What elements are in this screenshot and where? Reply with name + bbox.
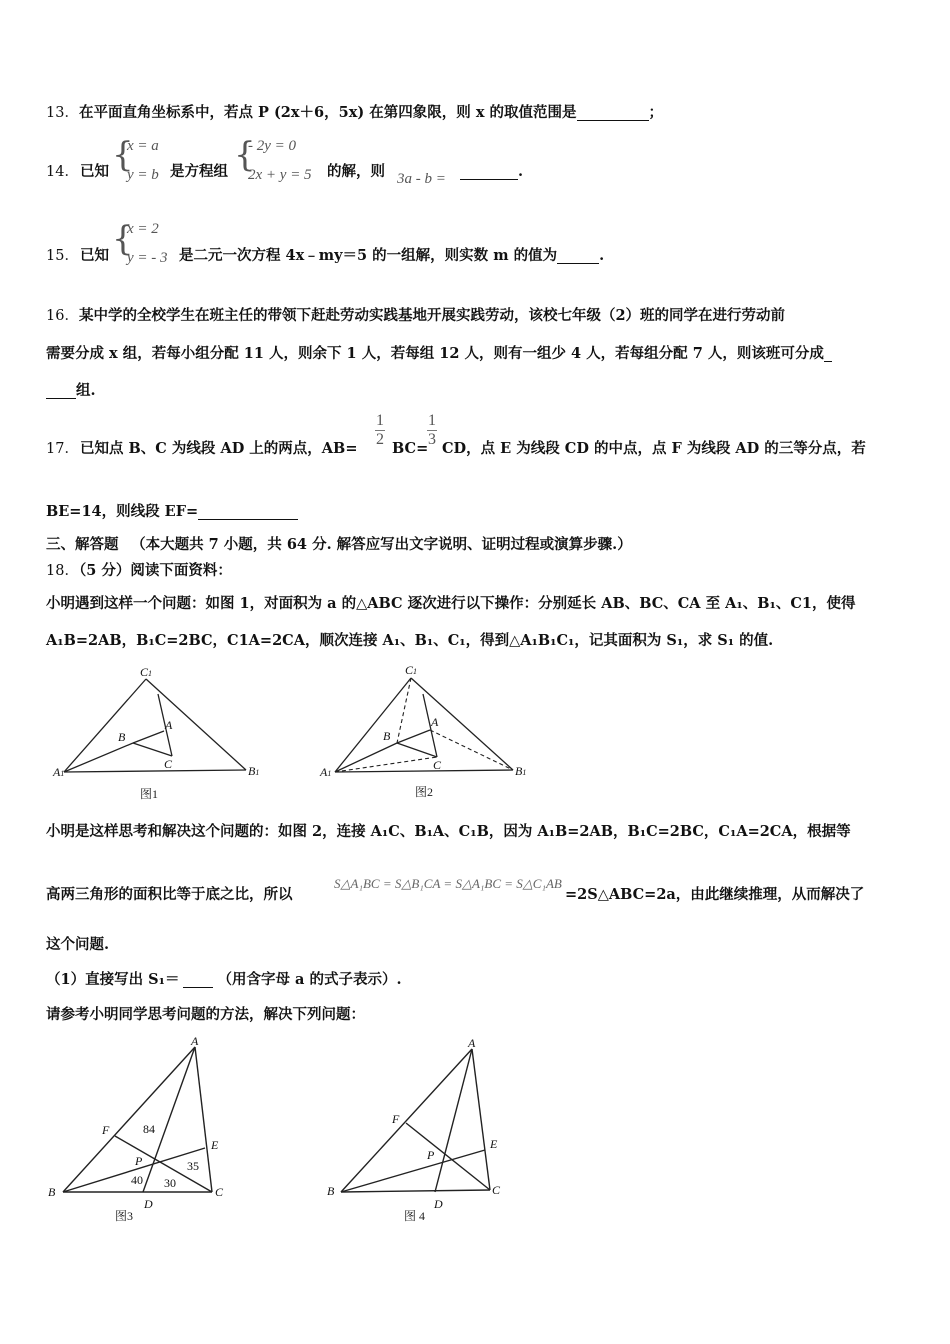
figure-3 [45, 1035, 245, 1230]
q17-frac1-den: 2 [376, 431, 384, 448]
section-3-heading [46, 535, 632, 555]
fig3-area-40: 40 [131, 1173, 143, 1187]
q18-header [46, 561, 232, 581]
q17-frac1-num: 1 [376, 412, 384, 429]
fig2-label-b: B [383, 729, 391, 743]
q14-suffix: 的解，则 [327, 163, 385, 180]
fig2-caption: 图2 [415, 785, 434, 799]
fig3-label-c: C [215, 1185, 224, 1199]
fig1-label-a: A [165, 718, 173, 732]
fig4-label-f: F [392, 1112, 400, 1126]
q16-line3 [46, 381, 96, 401]
q18-part1 [46, 970, 402, 990]
q18-part1-end: （用含字母 a 的式子表示）. [217, 971, 402, 988]
fig4-label-p: P [427, 1148, 435, 1162]
fig3-label-f: F [102, 1123, 110, 1137]
fig3-area-30: 30 [164, 1176, 176, 1190]
q18-area-expression: S△A₁BC = S△B₁CA = S△A₁BC = S△C₁AB [334, 876, 562, 891]
q14-sys1-line1: x = a [127, 138, 159, 154]
question-13 [46, 103, 663, 123]
q14-sys2-line2: 2x + y = 5 [248, 167, 312, 183]
fig1-label-c1: C1 [140, 665, 153, 679]
q18-para1-line1: 小明遇到这样一个问题：如图 1，对面积为 a 的△ABC 逐次进行以下操作：分别延长 AB、BC、CA 至 A₁、B₁、C1，使得 [46, 595, 856, 612]
q13-answer-blank[interactable] [577, 106, 649, 121]
fig1-edge-a1-b1 [64, 770, 246, 772]
q18-para1-line2: A₁B=2AB，B₁C=2BC，C1A=2CA，顺次连接 A₁、B₁、C₁，得到△A₁B₁C₁，记其面积为 S₁，求 S₁ 的值. [46, 632, 774, 649]
fig4-edge-a-b [341, 1049, 472, 1192]
fig2-dashed-a-b1 [430, 730, 513, 770]
q14-sys1-line2: y = b [127, 167, 159, 183]
fig2-dashed-c1-b [397, 678, 411, 743]
fig1-edge-b-a [133, 731, 164, 743]
q17-frac2-num: 1 [428, 412, 436, 429]
q16-line1 [46, 306, 785, 326]
fig2-label-a1: A1 [320, 765, 332, 779]
fig4-cevian-c-f [406, 1123, 490, 1190]
q17-line2-text: BE=14，则线段 EF= [46, 503, 199, 520]
q15-text-wrap [179, 246, 604, 266]
q14-number: 14． [46, 164, 79, 180]
q15-sys-line2: y = - 3 [127, 250, 168, 266]
figure-1 [48, 660, 278, 810]
q16-line2-text: 需要分成 x 组，若每小组分配 11 人，则余下 1 人，若每组 12 人，则有一组少 4 人，若每组分配 7 人，则该班可分成 [46, 345, 824, 362]
q18-para2-line2a: 高两三角形的面积比等于底之比，所以 [46, 886, 293, 903]
q16-end: 组. [76, 382, 96, 399]
fig4-edge-a-c [472, 1049, 490, 1190]
fig2-edge-b-a [397, 730, 430, 743]
q17-answer-blank[interactable] [198, 505, 298, 520]
fig2-edge-a1-b1 [335, 770, 513, 772]
q14-brace-1: { [112, 135, 134, 175]
q15-prefix: 已知 [80, 247, 109, 264]
fig3-label-p: P [135, 1154, 143, 1168]
fig1-label-b1: B1 [248, 764, 260, 778]
q17-text-c: CD，点 E 为线段 CD 的中点，点 F 为线段 AD 的三等分点，若 [442, 440, 866, 457]
fig4-edge-b-c [341, 1190, 490, 1192]
q14-end: . [518, 163, 524, 180]
q14-sys2-line1: - 2y = 0 [248, 138, 297, 154]
fig1-caption: 图1 [140, 787, 159, 801]
q16-line2 [46, 344, 832, 364]
fig3-label-a: A [191, 1035, 199, 1048]
fig2-label-b1: B1 [515, 764, 527, 778]
section-3-desc: （本大题共 7 小题，共 64 分. 解答应写出文字说明、证明过程或演算步骤.） [131, 536, 632, 553]
fig3-label-b: B [48, 1185, 56, 1199]
q15-brace: { [112, 219, 134, 259]
q15-text: 是二元一次方程 4x﹣my＝5 的一组解，则实数 m 的值为 [179, 247, 558, 264]
fig2-label-c1: C1 [405, 663, 418, 677]
q18-part1-text: （1）直接写出 S₁＝ [46, 971, 180, 988]
q18-number: 18． [46, 563, 79, 579]
q17-number: 17． [46, 441, 79, 457]
fig1-edge-a1-b [64, 743, 133, 772]
figure-2 [315, 660, 545, 810]
q15-end: . [599, 247, 605, 264]
q16-line1-text: 某中学的全校学生在班主任的带领下赶赴劳动实践基地开展实践劳动，该校七年级（2）班的同学在进行劳动前 [78, 307, 786, 324]
fig4-label-a: A [468, 1036, 476, 1050]
q18-score: （5 分）阅读下面资料： [78, 562, 232, 579]
q18-para2-line1: 小明是这样思考和解决这个问题的：如图 2，连接 A₁C、B₁A、C₁B，因为 A₁B=2AB，B₁C=2BC，C₁A=2CA，根据等 [46, 823, 851, 840]
fig4-label-b: B [327, 1184, 335, 1198]
fig4-label-d: D [434, 1197, 443, 1211]
fig1-edge-c1-b1 [146, 679, 246, 770]
fig2-label-a: A [431, 715, 439, 729]
q13-number: 13． [46, 105, 79, 121]
fig3-label-d: D [144, 1197, 153, 1211]
fig3-label-e: E [211, 1138, 219, 1152]
fig4-label-c: C [492, 1183, 501, 1197]
q17-frac2-den: 3 [428, 431, 436, 448]
fig2-edge-a1-c1 [335, 678, 411, 772]
q15-sys-line1: x = 2 [127, 221, 159, 237]
q14-prefix: 已知 [80, 163, 109, 180]
q17-fraction-1 [375, 413, 385, 448]
q18-para2-line3: 这个问题. [46, 936, 110, 953]
q17-text-b: BC= [392, 440, 429, 457]
fig1-label-a1: A1 [53, 765, 65, 779]
fig3-caption: 图3 [115, 1209, 134, 1223]
fig2-label-c: C [433, 758, 442, 772]
fig3-area-35: 35 [187, 1159, 199, 1173]
fig1-label-c: C [164, 757, 173, 771]
q17-text-a: 已知点 B、C 为线段 AD 上的两点，AB= [80, 440, 358, 457]
q14-mid: 是方程组 [170, 163, 228, 180]
fig3-area-84: 84 [143, 1122, 155, 1136]
q18-part1-blank[interactable] [183, 973, 213, 988]
q14-brace-2: { [234, 135, 256, 175]
q13-end: ； [648, 104, 664, 121]
fig4-caption: 图 4 [404, 1209, 426, 1223]
figure-4 [322, 1035, 522, 1230]
q15-number: 15． [46, 248, 79, 264]
q18-para2-line2b: =2S△ABC=2a，由此继续推理，从而解决了 [565, 886, 865, 903]
q18-instruction: 请参考小明同学思考问题的方法，解决下列问题： [46, 1006, 365, 1023]
q13-text: 在平面直角坐标系中，若点 P (2x＋6，5x) 在第四象限，则 x 的取值范围是 [78, 104, 577, 121]
fig2-edge-b-c [397, 743, 437, 757]
fig1-edge-b-c [133, 743, 172, 756]
fig1-label-b: B [118, 730, 126, 744]
q17-fraction-2 [427, 413, 437, 448]
q14-answer [460, 162, 523, 182]
q16-answer-blank-a[interactable] [824, 347, 832, 362]
section-3-title: 三、解答题 [46, 536, 119, 553]
q17-line2 [46, 502, 298, 522]
fig1-edge-a1-c1 [64, 679, 146, 772]
q15-answer-blank[interactable] [557, 249, 599, 264]
q14-answer-blank[interactable] [460, 165, 518, 180]
q14-expr: 3a - b = [397, 171, 446, 187]
fig2-edge-c1-b1 [411, 678, 513, 770]
q16-answer-blank-b[interactable] [46, 384, 76, 399]
q16-number: 16． [46, 308, 79, 324]
fig4-cevian-b-e [341, 1150, 485, 1192]
fig4-label-e: E [490, 1137, 498, 1151]
